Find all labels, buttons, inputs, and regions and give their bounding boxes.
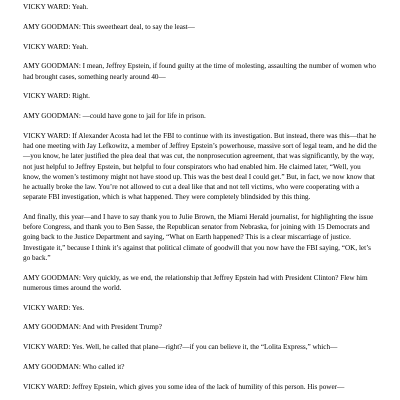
- transcript-paragraph: VICKY WARD: Yes.: [23, 303, 85, 312]
- transcript-paragraph: AMY GOODMAN: Who called it?: [23, 363, 125, 371]
- transcript-paragraph: VICKY WARD: Yes. Well, he called that plane—right?—if you can believe it, the “Lolita Express,” which—: [23, 343, 338, 352]
- transcript-paragraph: AMY GOODMAN: I mean, Jeffrey Epstein, if found guilty at the time of molesting, assaulting the number of women who had brought cases, something nearly around 40—: [23, 62, 376, 81]
- transcript-paragraph: AMY GOODMAN: And with President Trump?: [23, 323, 162, 332]
- transcript-paragraph: VICKY WARD: Jeffrey Epstein, which gives you some idea of the lack of humility of this person. His power—: [23, 382, 345, 391]
- transcript-paragraph: VICKY WARD: Right.: [23, 92, 90, 101]
- transcript-paragraph: AMY GOODMAN: This sweetheart deal, to say the least—: [23, 22, 195, 31]
- transcript-paragraph: VICKY WARD: If Alexander Acosta had let the FBI to continue with its investigation. But instead, there was this—that he had one meeting with Jay Lefkowitz, a member of Jeffrey Epstein’s powerhouse, massive sort of legal team, and he did the—you know, he later justified the plea deal that was cut, the nonprosecution agreement, that was significantly, by the way, not just helpful to Jeffrey Epstein, but helpful to four conspirators who had enabled him. He claimed later, “Well, you know, the women’s testimony might not have stood up. This was the best deal I could get.” But, in fact, we now know that he actually broke the law. You’re not allowed to cut a deal like that and not tell victims, who were cooperating with a separate FBI investigation, which is what happened. They were completely blindsided by this thing.: [23, 131, 377, 202]
- transcript-paragraph: VICKY WARD: Yeah.: [23, 3, 89, 11]
- transcript-paragraph: And finally, this year—and I have to say thank you to Julie Brown, the Miami Herald journalist, for highlighting the issue before Congress, and thank you to Ben Sasse, the Republican senator from Nebraska, for joining with 15 Democrats and going back to the Justice Department and saying, “What on Earth happened? This is a clear miscarriage of justice. Investigate it,” because I think it’s against that political climate of goodwill that you now have the FBI saying, “OK, let’s go back.”: [23, 213, 374, 262]
- transcript-paragraph: VICKY WARD: Yeah.: [23, 42, 89, 51]
- transcript-paragraph: AMY GOODMAN: —could have gone to jail for life in prison.: [23, 112, 206, 121]
- transcript-paragraph: AMY GOODMAN: Very quickly, as we end, the relationship that Jeffrey Epstein had with President Clinton? Flew him numerous times around the world.: [23, 273, 368, 292]
